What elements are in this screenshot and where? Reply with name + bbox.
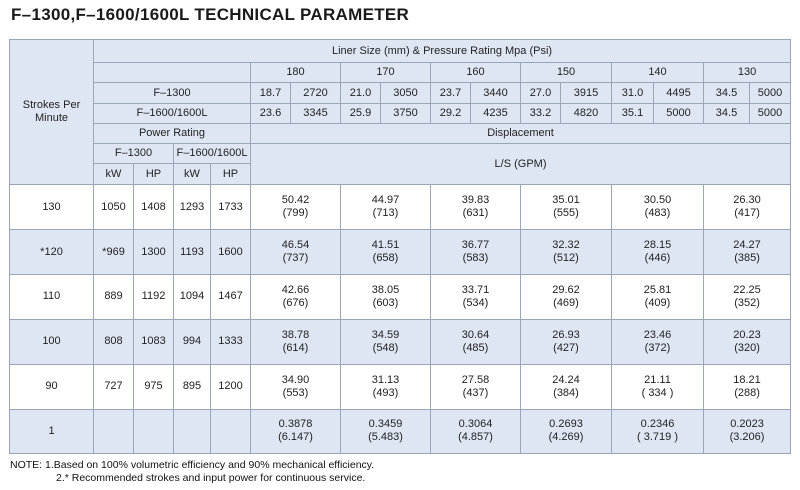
f1600-pressure-mpa-0: 23.6 [251, 103, 291, 123]
power-kw2-cell: 895 [174, 365, 211, 409]
displacement-cell [341, 365, 431, 409]
displacement-cell [251, 319, 341, 364]
liner-size-0: 180 [251, 63, 341, 83]
f1300-model-label: F–1300 [94, 83, 251, 103]
f1600-pressure-psi-5: 5000 [750, 103, 791, 123]
displacement-ls: 22.25 [733, 283, 761, 296]
power-hp2-cell: 1600 [211, 229, 251, 274]
f1300-pressure-psi-1: 3050 [381, 83, 431, 103]
displacement-units: L/S (GPM) [251, 143, 791, 184]
power-hp1-cell: 1300 [134, 229, 174, 274]
table-row [10, 275, 791, 319]
displacement-gpm: (676) [282, 296, 309, 309]
power-kw1-cell: 1050 [94, 185, 134, 229]
displacement-ls: 32.32 [552, 239, 580, 251]
displacement-ls: 26.93 [552, 328, 580, 341]
f1300-pressure-psi-3: 3915 [561, 83, 612, 103]
displacement-ls: 0.3459 [368, 418, 403, 431]
table-row [10, 319, 791, 364]
displacement-gpm: (288) [734, 386, 760, 399]
displacement-cell [251, 229, 341, 274]
hp-header-f1300: HP [134, 164, 174, 185]
strokes-cell: 90 [10, 365, 94, 409]
displacement-gpm: (417) [734, 207, 760, 220]
liner-size-2: 160 [431, 63, 521, 83]
f1600-model-label: F–1600/1600L [94, 103, 251, 123]
displacement-gpm: (799) [282, 207, 309, 220]
displacement-gpm: (4.857) [458, 431, 493, 444]
displacement-ls: 42.66 [281, 283, 310, 296]
displacement-cell [431, 319, 521, 364]
kw-header-f1600: kW [174, 164, 211, 185]
f1600-pressure-mpa-1: 25.9 [341, 103, 381, 123]
power-hp2-cell: 1200 [211, 365, 251, 409]
displacement-gpm: (713) [372, 207, 399, 220]
displacement-ls: 31.13 [371, 373, 400, 386]
displacement-ls: 29.62 [552, 283, 580, 296]
f1600-pressure-psi-4: 5000 [654, 103, 704, 123]
displacement-ls: 30.50 [643, 194, 672, 207]
displacement-cell [341, 409, 431, 454]
displacement-cell [431, 185, 521, 229]
power-kw2-cell: 1094 [174, 275, 211, 319]
displacement-ls: 38.78 [281, 328, 310, 341]
displacement-cell [521, 229, 612, 274]
displacement-ls: 21.11 [644, 373, 671, 386]
f1300-pressure-mpa-2: 23.7 [431, 83, 471, 103]
liner-size-1: 170 [341, 63, 431, 83]
f1600-pressure-mpa-4: 35.1 [612, 103, 654, 123]
liner-size-header: Liner Size (mm) & Pressure Rating Mpa (Psi) [94, 40, 791, 63]
displacement-ls: 35.01 [552, 194, 580, 207]
displacement-ls: 26.30 [733, 194, 761, 207]
displacement-cell [704, 185, 791, 229]
hp-header-f1600: HP [211, 164, 251, 185]
displacement-ls: 18.21 [733, 373, 761, 386]
displacement-cell [251, 365, 341, 409]
displacement-gpm: (4.269) [548, 431, 584, 444]
displacement-gpm: (658) [372, 252, 399, 264]
liner-header-spacer [94, 63, 251, 83]
power-hp1-cell [134, 409, 174, 454]
displacement-ls: 24.27 [733, 239, 761, 251]
displacement-cell [704, 409, 791, 454]
displacement-cell [521, 185, 612, 229]
displacement-gpm: (469) [553, 296, 579, 309]
liner-size-5: 130 [704, 63, 791, 83]
displacement-cell [431, 275, 521, 319]
power-hp2-cell: 1333 [211, 319, 251, 364]
table-row [10, 409, 791, 454]
notes [10, 459, 374, 485]
displacement-gpm: (437) [462, 386, 489, 399]
displacement-cell [612, 319, 704, 364]
displacement-cell [251, 185, 341, 229]
strokes-cell: 110 [10, 275, 94, 319]
displacement-gpm: (385) [734, 252, 760, 264]
f1600-pressure-mpa-2: 29.2 [431, 103, 471, 123]
displacement-ls: 20.23 [733, 328, 761, 341]
displacement-ls: 41.51 [371, 239, 400, 251]
power-hp1-cell: 1083 [134, 319, 174, 364]
displacement-cell [251, 275, 341, 319]
displacement-gpm: (614) [282, 341, 309, 354]
displacement-ls: 0.2346 [640, 418, 675, 431]
f1300-pressure-mpa-0: 18.7 [251, 83, 291, 103]
displacement-gpm: (631) [462, 207, 489, 220]
f1300-pressure-psi-4: 4495 [654, 83, 704, 103]
displacement-gpm: (485) [462, 341, 489, 354]
f1600-pressure-psi-1: 3750 [381, 103, 431, 123]
displacement-ls: 0.3064 [458, 418, 493, 431]
power-hp2-cell [211, 409, 251, 454]
displacement-ls: 30.64 [461, 328, 490, 341]
displacement-gpm: (372) [644, 341, 671, 354]
power-hp2-cell: 1733 [211, 185, 251, 229]
displacement-cell [341, 185, 431, 229]
displacement-header: Displacement [251, 123, 791, 143]
displacement-ls: 25.81 [643, 283, 672, 296]
displacement-gpm: (603) [372, 296, 399, 309]
displacement-gpm: ( 334 ) [641, 386, 674, 399]
displacement-gpm: (737) [282, 252, 309, 264]
displacement-gpm: (534) [462, 296, 489, 309]
displacement-gpm: (5.483) [368, 431, 403, 444]
strokes-cell: 130 [10, 185, 94, 229]
displacement-gpm: (555) [553, 207, 579, 220]
displacement-ls: 0.2693 [549, 418, 583, 431]
displacement-cell [612, 229, 704, 274]
displacement-ls: 28.15 [643, 239, 672, 251]
power-hp2-cell: 1467 [211, 275, 251, 319]
f1600-pressure-psi-2: 4235 [471, 103, 521, 123]
strokes-per-minute-header: Strokes Per Minute [10, 40, 94, 185]
displacement-cell [341, 229, 431, 274]
displacement-gpm: ( 3.719 ) [637, 431, 678, 444]
power-f1600-header: F–1600/1600L [174, 143, 251, 163]
displacement-ls: 36.77 [461, 239, 490, 251]
displacement-cell [612, 185, 704, 229]
displacement-gpm: (583) [462, 252, 489, 264]
displacement-cell [521, 409, 612, 454]
technical-parameter-table [9, 39, 791, 454]
displacement-cell [521, 275, 612, 319]
displacement-cell [341, 275, 431, 319]
displacement-gpm: (446) [644, 252, 671, 264]
displacement-cell [251, 409, 341, 454]
power-hp1-cell: 1408 [134, 185, 174, 229]
power-kw1-cell: *969 [94, 229, 134, 274]
displacement-ls: 46.54 [281, 239, 310, 251]
displacement-gpm: (320) [734, 341, 760, 354]
table-row [10, 185, 791, 229]
displacement-cell [521, 319, 612, 364]
displacement-ls: 39.83 [461, 194, 490, 207]
displacement-gpm: (427) [553, 341, 579, 354]
displacement-ls: 0.2023 [730, 418, 764, 431]
displacement-ls: 34.90 [281, 373, 310, 386]
displacement-gpm: (548) [372, 341, 399, 354]
page-title: F–1300,F–1600/1600L TECHNICAL PARAMETER [11, 5, 410, 24]
f1300-pressure-mpa-3: 27.0 [521, 83, 561, 103]
displacement-cell [521, 365, 612, 409]
displacement-gpm: (483) [644, 207, 671, 220]
displacement-cell [612, 365, 704, 409]
displacement-gpm: (6.147) [278, 431, 313, 444]
power-kw1-cell: 808 [94, 319, 134, 364]
displacement-cell [704, 229, 791, 274]
displacement-cell [704, 275, 791, 319]
power-kw2-cell: 994 [174, 319, 211, 364]
liner-size-4: 140 [612, 63, 704, 83]
f1600-pressure-psi-3: 4820 [561, 103, 612, 123]
table-row [10, 365, 791, 409]
displacement-gpm: (512) [553, 252, 579, 264]
strokes-cell: *120 [10, 229, 94, 274]
displacement-cell [431, 365, 521, 409]
f1600-pressure-mpa-3: 33.2 [521, 103, 561, 123]
displacement-cell [431, 229, 521, 274]
power-kw2-cell: 1193 [174, 229, 211, 274]
displacement-ls: 27.58 [461, 373, 490, 386]
displacement-ls: 34.59 [371, 328, 400, 341]
liner-size-3: 150 [521, 63, 612, 83]
displacement-ls: 23.46 [643, 328, 672, 341]
power-hp1-cell: 975 [134, 365, 174, 409]
f1300-pressure-mpa-4: 31.0 [612, 83, 654, 103]
displacement-cell [612, 409, 704, 454]
strokes-cell: 1 [10, 409, 94, 454]
f1300-pressure-mpa-5: 34.5 [704, 83, 750, 103]
power-f1300-header: F–1300 [94, 143, 174, 163]
f1300-pressure-psi-0: 2720 [291, 83, 341, 103]
displacement-cell [341, 319, 431, 364]
displacement-ls: 50.42 [281, 194, 310, 207]
power-hp1-cell: 1192 [134, 275, 174, 319]
displacement-ls: 24.24 [552, 373, 580, 386]
note-1: NOTE: 1.Based on 100% volumetric efficiency and 90% mechanical efficiency. [10, 459, 375, 471]
kw-header-f1300: kW [94, 164, 134, 185]
strokes-cell: 100 [10, 319, 94, 364]
f1600-pressure-mpa-5: 34.5 [704, 103, 750, 123]
power-kw1-cell [94, 409, 134, 454]
f1600-pressure-psi-0: 3345 [291, 103, 341, 123]
f1300-pressure-mpa-1: 21.0 [341, 83, 381, 103]
displacement-cell [431, 409, 521, 454]
power-kw2-cell [174, 409, 211, 454]
power-kw1-cell: 889 [94, 275, 134, 319]
displacement-cell [612, 275, 704, 319]
displacement-gpm: (352) [734, 296, 760, 309]
f1300-pressure-psi-5: 5000 [750, 83, 791, 103]
displacement-ls: 33.71 [461, 283, 490, 296]
displacement-gpm: (384) [553, 386, 579, 399]
displacement-gpm: (553) [282, 386, 309, 399]
f1300-pressure-psi-2: 3440 [471, 83, 521, 103]
displacement-ls: 38.05 [371, 283, 400, 296]
note-2: 2.* Recommended strokes and input power for continuous service. [56, 472, 366, 484]
power-rating-header: Power Rating [94, 123, 251, 143]
displacement-gpm: (3.206) [729, 431, 765, 444]
displacement-ls: 44.97 [371, 194, 400, 207]
displacement-ls: 0.3878 [278, 418, 313, 431]
displacement-cell [704, 319, 791, 364]
power-kw1-cell: 727 [94, 365, 134, 409]
displacement-gpm: (409) [644, 296, 671, 309]
table-row [10, 229, 791, 274]
displacement-gpm: (493) [372, 386, 399, 399]
displacement-cell [704, 365, 791, 409]
power-kw2-cell: 1293 [174, 185, 211, 229]
